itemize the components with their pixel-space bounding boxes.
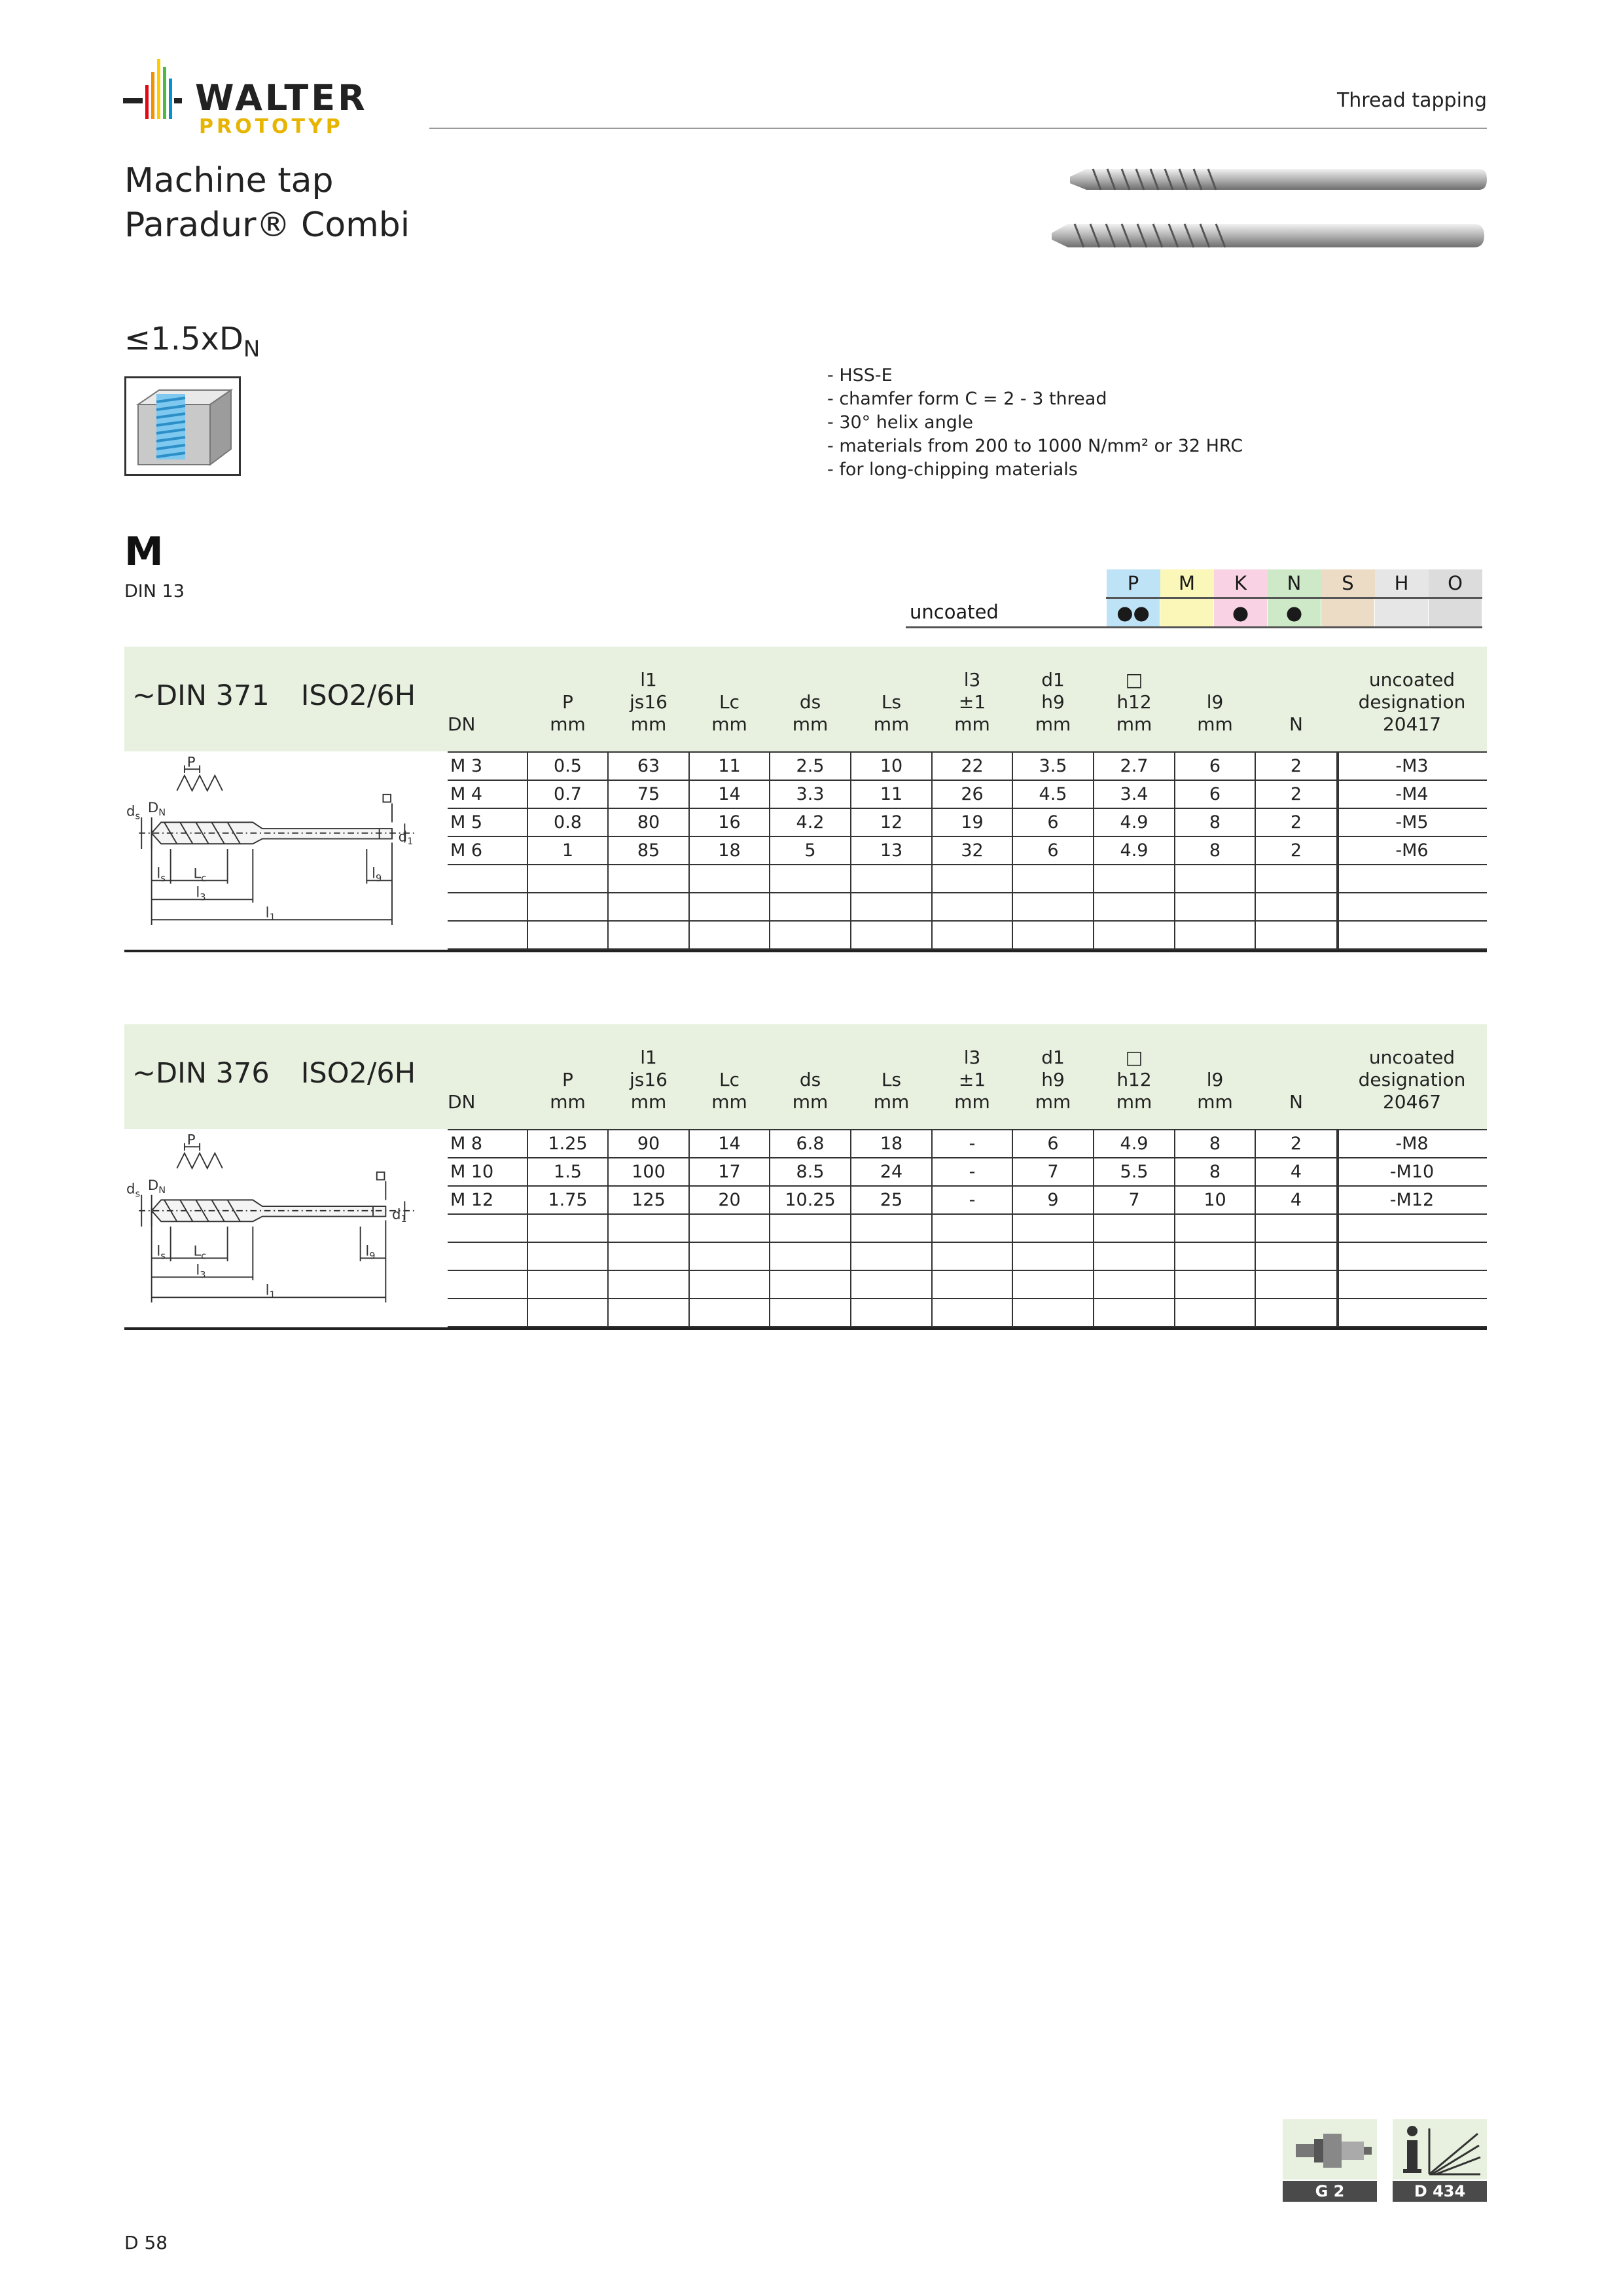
material-group-s: S	[1321, 569, 1375, 598]
material-group-k: K	[1214, 569, 1268, 598]
material-group-table	[906, 569, 1482, 628]
column-header-dn-label: DN	[448, 1091, 476, 1113]
cell-ls: 25	[880, 1190, 903, 1210]
header-divider	[429, 128, 1487, 129]
product-title-line1: Machine tap	[124, 161, 334, 200]
column-header-line: mm	[954, 1091, 990, 1113]
diagram-label-p: P	[187, 1132, 196, 1149]
badge-d434[interactable]	[1393, 2119, 1487, 2202]
column-divider	[769, 1129, 770, 1327]
material-group-uncoated-row	[906, 598, 1482, 628]
suitability-p: ●●	[1107, 598, 1160, 628]
column-header-line: P	[562, 1069, 573, 1090]
badge-d434-label: D 434	[1393, 2181, 1487, 2202]
cell-l1: 90	[637, 1134, 660, 1154]
column-divider	[1174, 1129, 1175, 1327]
column-header-line	[689, 1047, 770, 1069]
diagram-label-ds: $d_s$	[126, 803, 141, 822]
suitability-s	[1321, 598, 1375, 628]
table-tolerance: ISO2/6H	[300, 1057, 416, 1090]
cell-des: -M12	[1389, 1190, 1435, 1210]
product-table-din371	[124, 647, 1487, 948]
column-header-line: mm	[711, 713, 747, 735]
column-header-line: h9	[1041, 1069, 1065, 1090]
table-row	[448, 809, 1487, 837]
cell-l1: 75	[637, 784, 660, 804]
column-header-line: l1	[640, 1047, 657, 1068]
cell-p: 1.25	[548, 1134, 588, 1154]
column-header-line: mm	[550, 713, 586, 735]
column-header-line: mm	[630, 1091, 667, 1113]
cell-dn: M 4	[450, 784, 483, 804]
feature-item: - for long-chipping materials	[827, 459, 1078, 480]
cell-l1: 63	[637, 756, 660, 776]
material-group-p: P	[1107, 569, 1160, 598]
cell-sq: 5.5	[1120, 1162, 1149, 1182]
cell-des: -M4	[1395, 784, 1429, 804]
column-header-line: mm	[1197, 713, 1233, 735]
column-header-line: l9	[1206, 691, 1224, 713]
column-header-line: h9	[1041, 691, 1065, 713]
column-header-line: Lc	[719, 1069, 740, 1090]
column-divider	[527, 751, 528, 950]
column-header-l3	[932, 1047, 1012, 1113]
diagram-label-lc: $L_c$	[193, 1243, 207, 1262]
cell-lc: 11	[718, 756, 741, 776]
cell-d1: 6	[1047, 812, 1059, 833]
column-header-line	[851, 1047, 932, 1069]
column-header-line: □	[1125, 1047, 1143, 1068]
suitability-n: ●	[1268, 598, 1321, 628]
column-header-line: ds	[799, 691, 821, 713]
logo-brand-text: WALTER	[195, 77, 368, 118]
cell-p: 1.5	[554, 1162, 582, 1182]
info-chart-icon	[1393, 2119, 1487, 2179]
column-divider	[527, 1129, 528, 1327]
cell-n: 2	[1290, 1134, 1302, 1154]
material-group-h: H	[1375, 569, 1429, 598]
badge-g2-label: G 2	[1283, 2181, 1377, 2202]
column-divider	[1336, 751, 1339, 950]
cell-dn: M 3	[450, 756, 483, 776]
cell-l1: 100	[632, 1162, 666, 1182]
column-header-line: h12	[1116, 1069, 1152, 1090]
cell-p: 1	[562, 840, 574, 861]
cell-l9: 6	[1209, 756, 1221, 776]
logo-color-bars	[123, 59, 182, 124]
section-label: Thread tapping	[1336, 89, 1487, 112]
column-header-line	[527, 1047, 608, 1069]
table-row-empty	[448, 1215, 1487, 1243]
column-header-line: designation	[1358, 691, 1466, 713]
table-row-empty	[448, 865, 1487, 893]
column-header-line: P	[562, 691, 573, 713]
column-header-lc	[689, 669, 770, 736]
column-header-sq	[1094, 1047, 1175, 1113]
column-header-line: mm	[1197, 1091, 1233, 1113]
column-header-dn-label: DN	[448, 713, 476, 735]
column-header-line: ±1	[958, 691, 986, 713]
column-header-line: mm	[630, 713, 667, 735]
column-divider	[688, 1129, 690, 1327]
thread-depth-label	[124, 321, 260, 363]
cell-n: 4	[1290, 1162, 1302, 1182]
column-header-des	[1337, 1047, 1487, 1113]
cell-n: 2	[1290, 840, 1302, 861]
column-header-line: mm	[792, 713, 829, 735]
column-header-sq	[1094, 669, 1175, 736]
column-divider	[850, 1129, 851, 1327]
material-group-n: N	[1268, 569, 1321, 598]
column-divider	[607, 751, 609, 950]
column-header-line: d1	[1041, 1047, 1065, 1068]
feature-item: - HSS-E	[827, 365, 893, 386]
cell-l9: 8	[1209, 812, 1221, 833]
column-header-des	[1337, 669, 1487, 736]
diagram-label-lc: $L_c$	[193, 865, 207, 884]
material-group-header-row	[906, 569, 1482, 598]
table-row	[448, 753, 1487, 781]
walter-prototyp-logo	[123, 59, 398, 137]
table-row-empty	[448, 1271, 1487, 1299]
table-title	[132, 1057, 447, 1090]
table-row	[448, 1130, 1487, 1158]
column-header-line: ±1	[958, 1069, 986, 1090]
column-header-lc	[689, 1047, 770, 1113]
column-divider	[688, 751, 690, 950]
cell-des: -M10	[1389, 1162, 1435, 1182]
column-header-ds	[770, 1047, 851, 1113]
table-row	[448, 781, 1487, 809]
cell-lc: 18	[718, 840, 741, 861]
column-header-line	[527, 669, 608, 691]
product-title-line2: Paradur® Combi	[124, 206, 410, 245]
column-header-line: d1	[1041, 669, 1065, 691]
cell-des: -M5	[1395, 812, 1429, 833]
suitability-o	[1429, 598, 1482, 628]
column-header-line: designation	[1358, 1069, 1466, 1090]
tool-photo	[1047, 157, 1492, 262]
diagram-label-ls: $l_s$	[156, 865, 166, 884]
column-header-line: N	[1289, 1091, 1303, 1113]
feature-item: - chamfer form C = 2 - 3 thread	[827, 389, 1107, 409]
cell-l3: 22	[961, 756, 984, 776]
column-header-line: mm	[792, 1091, 829, 1113]
cell-des: -M8	[1395, 1134, 1429, 1154]
column-header-p	[527, 669, 608, 736]
cell-ds: 8.5	[796, 1162, 825, 1182]
cell-p: 1.75	[548, 1190, 588, 1210]
cell-sq: 4.9	[1120, 1134, 1149, 1154]
cell-l1: 80	[637, 812, 660, 833]
column-divider	[1012, 751, 1013, 950]
table-standard: ~DIN 371	[132, 679, 270, 712]
cell-d1: 4.5	[1039, 784, 1067, 804]
logo-brand-subtext: PROTOTYP	[199, 115, 344, 138]
column-header-line: js16	[630, 1069, 668, 1090]
cell-n: 2	[1290, 812, 1302, 833]
column-divider	[850, 751, 851, 950]
column-header-line: mm	[873, 713, 910, 735]
cell-d1: 6	[1047, 1134, 1059, 1154]
tap-photo-short	[1070, 169, 1487, 190]
column-header-n	[1255, 669, 1337, 736]
blind-hole-icon	[124, 376, 241, 476]
table-row-empty	[448, 1243, 1487, 1271]
thread-type-code: M	[124, 529, 164, 575]
tap-dimension-diagram	[124, 1132, 432, 1321]
cell-ls: 12	[880, 812, 903, 833]
suitability-m	[1160, 598, 1214, 628]
column-header-l9	[1175, 669, 1255, 736]
cell-lc: 17	[718, 1162, 741, 1182]
column-header-line	[1255, 691, 1337, 713]
column-divider	[1255, 1129, 1256, 1327]
cell-ds: 4.2	[796, 812, 825, 833]
column-header-line: mm	[1116, 1091, 1152, 1113]
reference-badges	[1283, 2119, 1487, 2202]
cell-p: 0.7	[554, 784, 582, 804]
table-row	[448, 837, 1487, 865]
column-divider	[1012, 1129, 1013, 1327]
cell-lc: 16	[718, 812, 741, 833]
thread-depth-value: ≤1.5xD	[124, 321, 243, 357]
column-divider	[931, 751, 933, 950]
column-header-line: uncoated	[1368, 669, 1455, 691]
column-header-line: mm	[954, 713, 990, 735]
cell-sq: 7	[1128, 1190, 1140, 1210]
cell-l3: 32	[961, 840, 984, 861]
column-header-line: N	[1289, 713, 1303, 735]
tap-dimension-diagram	[124, 754, 432, 944]
column-header-line	[770, 669, 851, 691]
column-divider	[1255, 751, 1256, 950]
cell-l9: 8	[1209, 840, 1221, 861]
cell-n: 2	[1290, 756, 1302, 776]
cell-dn: M 8	[450, 1134, 483, 1154]
column-header-line: Ls	[881, 691, 902, 713]
product-table-din376	[124, 1024, 1487, 1325]
diagram-label-dn: $D_N$	[147, 799, 166, 818]
diagram-label-l9: $l_9$	[372, 865, 382, 884]
column-header-line: □	[1125, 669, 1143, 691]
column-header-dn	[448, 669, 527, 736]
cell-dn: M 5	[450, 812, 483, 833]
cell-ds: 3.3	[796, 784, 825, 804]
cell-ds: 5	[804, 840, 816, 861]
cell-sq: 4.9	[1120, 840, 1149, 861]
cell-n: 2	[1290, 784, 1302, 804]
column-header-l9	[1175, 1047, 1255, 1113]
column-header-l1	[608, 1047, 689, 1113]
cell-ls: 10	[880, 756, 903, 776]
table-row-empty	[448, 1299, 1487, 1327]
column-header-line	[851, 669, 932, 691]
table-row	[448, 1158, 1487, 1187]
material-group-o: O	[1429, 569, 1482, 598]
column-header-line: h12	[1116, 691, 1152, 713]
column-header-ls	[851, 669, 932, 736]
table-header-band	[124, 647, 1487, 751]
diagram-label-l9: $l_9$	[365, 1243, 376, 1262]
column-header-dn	[448, 1047, 527, 1113]
column-header-line	[1175, 1047, 1255, 1069]
feature-item: - 30° helix angle	[827, 412, 973, 433]
column-divider	[1174, 751, 1175, 950]
table-header-band	[124, 1024, 1487, 1129]
cell-l9: 8	[1209, 1134, 1221, 1154]
cell-lc: 14	[718, 1134, 741, 1154]
table-bottom-rule	[124, 950, 1487, 952]
suitability-h	[1375, 598, 1429, 628]
column-divider	[1336, 1129, 1339, 1327]
column-header-d1	[1012, 1047, 1094, 1113]
thread-norm: DIN 13	[124, 581, 185, 601]
column-header-line: mm	[1035, 1091, 1071, 1113]
column-header-line: l3	[963, 1047, 981, 1068]
cell-p: 0.5	[554, 756, 582, 776]
column-header-line	[1255, 1069, 1337, 1091]
table-standard: ~DIN 376	[132, 1057, 270, 1090]
cell-l9: 8	[1209, 1162, 1221, 1182]
column-header-line: mm	[711, 1091, 747, 1113]
column-divider	[1093, 751, 1094, 950]
cell-l3: -	[969, 1134, 976, 1154]
diagram-label-dn: $D_N$	[147, 1177, 166, 1196]
column-header-d1	[1012, 669, 1094, 736]
cell-ds: 10.25	[785, 1190, 836, 1210]
column-header-n	[1255, 1047, 1337, 1113]
cell-d1: 3.5	[1039, 756, 1067, 776]
cell-sq: 3.4	[1120, 784, 1149, 804]
column-header-line: 20467	[1382, 1091, 1442, 1113]
column-header-line: Ls	[881, 1069, 902, 1090]
column-header-line	[689, 669, 770, 691]
column-header-p	[527, 1047, 608, 1113]
badge-g2[interactable]	[1283, 2119, 1377, 2202]
cell-lc: 20	[718, 1190, 741, 1210]
cell-ls: 11	[880, 784, 903, 804]
cell-ds: 6.8	[796, 1134, 825, 1154]
cell-ls: 24	[880, 1162, 903, 1182]
diagram-label-d1: $d_1$	[398, 829, 414, 848]
cell-sq: 4.9	[1120, 812, 1149, 833]
cell-l9: 6	[1209, 784, 1221, 804]
thread-depth-subscript: N	[243, 336, 260, 363]
diagram-label-p: P	[187, 754, 196, 771]
column-header-line: mm	[873, 1091, 910, 1113]
cell-l9: 10	[1204, 1190, 1226, 1210]
column-header-line: mm	[550, 1091, 586, 1113]
cell-des: -M3	[1395, 756, 1429, 776]
cell-dn: M 10	[450, 1162, 494, 1182]
cell-l1: 85	[637, 840, 660, 861]
table-title	[132, 679, 447, 712]
column-header-line: l1	[640, 669, 657, 691]
tap-photo-long	[1052, 224, 1484, 247]
cell-d1: 7	[1047, 1162, 1059, 1182]
column-header-line: mm	[1035, 713, 1071, 735]
suitability-k: ●	[1214, 598, 1268, 628]
column-header-line	[1175, 669, 1255, 691]
diagram-label-l3: $l_3$	[196, 1262, 206, 1281]
column-divider	[1093, 1129, 1094, 1327]
table-tolerance: ISO2/6H	[300, 679, 416, 712]
cell-d1: 6	[1047, 840, 1059, 861]
material-group-header-spacer	[906, 569, 1107, 598]
diagram-label-d1: $d_1$	[392, 1206, 407, 1225]
column-header-line: uncoated	[1368, 1047, 1455, 1068]
column-header-l1	[608, 669, 689, 736]
page-number: D 58	[124, 2232, 168, 2253]
column-header-line	[1255, 669, 1337, 691]
column-header-ls	[851, 1047, 932, 1113]
cell-lc: 14	[718, 784, 741, 804]
column-divider	[769, 751, 770, 950]
table-body	[124, 751, 1487, 954]
column-header-ds	[770, 669, 851, 736]
diagram-label-l3: $l_3$	[196, 884, 206, 903]
column-header-line: Lc	[719, 691, 740, 713]
table-row-empty	[448, 893, 1487, 922]
column-divider	[607, 1129, 609, 1327]
table-body	[124, 1129, 1487, 1331]
diagram-label-ds: $d_s$	[126, 1181, 141, 1200]
feature-item: - materials from 200 to 1000 N/mm² or 32 HRC	[827, 436, 1243, 456]
table-row-empty	[448, 922, 1487, 950]
cell-dn: M 6	[450, 840, 483, 861]
column-header-line: l9	[1206, 1069, 1224, 1090]
cell-sq: 2.7	[1120, 756, 1149, 776]
diagram-label-ls: $l_s$	[156, 1243, 166, 1262]
material-row-label: uncoated	[906, 598, 1107, 628]
cell-l3: 26	[961, 784, 984, 804]
diagram-label-l1: $l_1$	[265, 905, 276, 924]
cell-l3: -	[969, 1162, 976, 1182]
threaded-hole-graphic	[126, 378, 239, 474]
column-header-line	[770, 1047, 851, 1069]
cell-ls: 13	[880, 840, 903, 861]
cell-dn: M 12	[450, 1190, 494, 1210]
material-group-m: M	[1160, 569, 1214, 598]
cell-l3: -	[969, 1190, 976, 1210]
column-header-line: ds	[799, 1069, 821, 1090]
tool-holder-icon	[1283, 2119, 1377, 2179]
diagram-label-l1: $l_1$	[265, 1282, 276, 1301]
column-header-line: js16	[630, 691, 668, 713]
cell-l1: 125	[632, 1190, 666, 1210]
column-header-line: 20417	[1382, 713, 1442, 735]
cell-ls: 18	[880, 1134, 903, 1154]
column-header-l3	[932, 669, 1012, 736]
column-divider	[931, 1129, 933, 1327]
cell-d1: 9	[1047, 1190, 1059, 1210]
cell-n: 4	[1290, 1190, 1302, 1210]
column-header-line: l3	[963, 669, 981, 691]
column-header-line	[1255, 1047, 1337, 1069]
feature-list	[827, 364, 1243, 482]
cell-p: 0.8	[554, 812, 582, 833]
cell-ds: 2.5	[796, 756, 825, 776]
table-row	[448, 1187, 1487, 1215]
cell-l3: 19	[961, 812, 984, 833]
table-bottom-rule	[124, 1327, 1487, 1330]
cell-des: -M6	[1395, 840, 1429, 861]
column-header-line: mm	[1116, 713, 1152, 735]
